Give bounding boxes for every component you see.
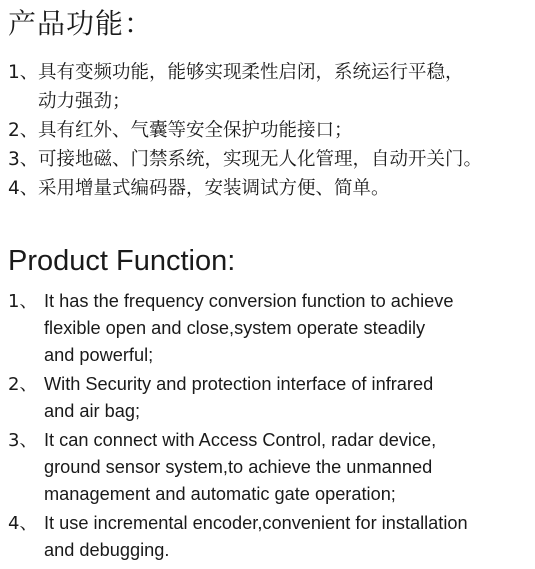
item-text-line: It has the frequency conversion function to achieve <box>44 291 454 311</box>
chinese-function-item-2 <box>8 116 533 145</box>
english-function-item-1 <box>8 288 533 369</box>
item-text-line: 动力强劲； <box>38 91 131 112</box>
item-text-line: It can connect with Access Control, radar device, <box>44 430 437 450</box>
item-text-line: 可接地磁、门禁系统，实现无人化管理，自动开关门。 <box>38 149 483 170</box>
item-number: 3、 <box>8 149 39 170</box>
item-text-line: With Security and protection interface of infrared <box>44 374 434 394</box>
english-function-item-4 <box>8 510 533 564</box>
chinese-function-item-4 <box>8 174 533 203</box>
chinese-section-title: 产品功能： <box>8 7 154 40</box>
item-text-line: 采用增量式编码器，安装调试方便、简单。 <box>38 178 390 199</box>
item-text-line: and powerful; <box>44 345 154 365</box>
english-section-title: Product Function: <box>8 245 236 277</box>
item-text-line: management and automatic gate operation; <box>44 484 396 504</box>
chinese-function-item-3 <box>8 145 533 174</box>
item-number: 1、 <box>8 291 38 312</box>
english-function-list <box>8 288 533 566</box>
item-text-line: 具有红外、气囊等安全保护功能接口； <box>38 120 353 141</box>
item-text-line: 具有变频功能，能够实现柔性启闭，系统运行平稳， <box>38 62 464 83</box>
item-text-line: and debugging. <box>44 540 170 560</box>
item-number: 2、 <box>8 374 38 395</box>
item-number: 2、 <box>8 120 39 141</box>
chinese-function-list <box>8 58 533 203</box>
item-number: 3、 <box>8 430 38 451</box>
item-text-line: ground sensor system,to achieve the unmanned <box>44 457 433 477</box>
english-function-item-3 <box>8 427 533 508</box>
item-text-line: flexible open and close,system operate steadily <box>44 318 426 338</box>
item-text-line: and air bag; <box>44 401 141 421</box>
item-number: 4、 <box>8 178 39 199</box>
english-function-item-2 <box>8 371 533 425</box>
item-number: 1、 <box>8 62 39 83</box>
item-text-line: It use incremental encoder,convenient for installation <box>44 513 468 533</box>
chinese-function-item-1 <box>8 58 533 116</box>
item-number: 4、 <box>8 513 38 534</box>
